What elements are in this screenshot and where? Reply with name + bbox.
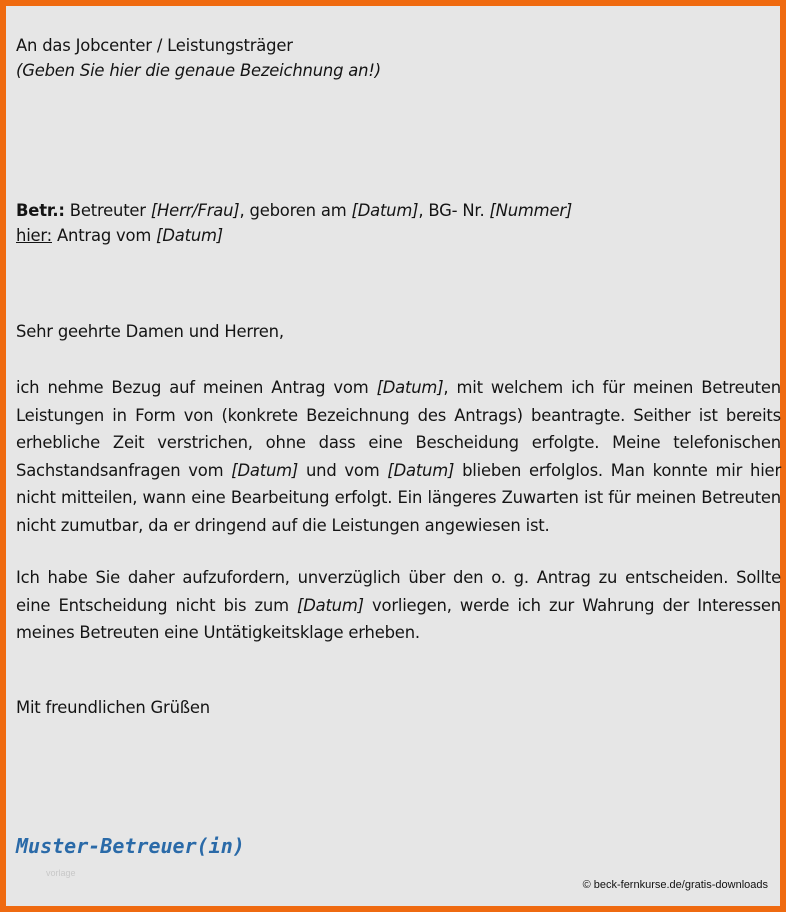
recipient-hint: (Geben Sie hier die genaue Bezeichnung an!) xyxy=(16,61,381,80)
placeholder-date: [Datum] xyxy=(376,378,444,397)
placeholder-date: [Datum] xyxy=(387,460,455,480)
letter-body xyxy=(16,33,781,720)
paragraph-1 xyxy=(16,374,781,539)
closing: Mit freundlichen Grüßen xyxy=(16,697,210,717)
text-run: , mit welchem ich für meinen Betreuten Leistungen in Form von (konkrete Bezeichnung des Antrags) beantragte. Seither ist bereits erhebliche Zeit verstrichen, ohne dass eine Bescheidung erfolgte. Meine telefonischen Sachstandsanfragen vom xyxy=(16,378,781,480)
placeholder-person: [Herr/Frau] xyxy=(150,201,240,220)
text-run: vorliegen, werde ich zur Wahrung der Interessen meines Betreuten eine Untätigkeitsklage erheben. xyxy=(16,595,781,642)
placeholder-number: [Nummer] xyxy=(489,201,573,220)
source-credit: © beck-fernkurse.de/gratis-downloads xyxy=(582,879,768,891)
subject-label: Betr.: xyxy=(16,201,65,220)
hier-line xyxy=(16,223,781,248)
hier-text: Antrag vom xyxy=(52,226,157,245)
salutation: Sehr geehrte Damen und Herren, xyxy=(16,322,284,341)
subject-text: Betreuter xyxy=(64,201,151,220)
text-run: ich nehme Bezug auf meinen Antrag vom xyxy=(16,378,377,397)
hier-label: hier: xyxy=(16,226,52,245)
placeholder-date: [Datum] xyxy=(351,201,419,220)
signature: Muster-Betreuer(in) xyxy=(16,834,245,858)
text-run: blieben erfolglos. Man konnte mir hier nicht mitteilen, wann eine Bearbeitung erfolgt. Ein längeres Zuwarten ist für meinen Betreuten nicht zumutbar, da er dringend auf die Leistungen angewiesen ist. xyxy=(16,460,781,535)
subject-text: , geboren am xyxy=(239,201,352,220)
recipient-line: An das Jobcenter / Leistungsträger xyxy=(16,36,293,55)
placeholder-date: [Datum] xyxy=(156,226,223,245)
paragraph-2 xyxy=(16,564,781,647)
subject-line xyxy=(16,198,781,223)
placeholder-date: [Datum] xyxy=(231,460,299,480)
text-run: Ich habe Sie daher aufzufordern, unverzüglich über den o. g. Antrag zu entscheiden. Sollte eine Entscheidung nicht bis zum xyxy=(16,568,781,615)
faint-watermark: vorlage xyxy=(46,868,76,878)
subject-text: , BG- Nr. xyxy=(418,201,490,220)
text-run: und vom xyxy=(298,460,388,480)
placeholder-date: [Datum] xyxy=(297,595,364,615)
